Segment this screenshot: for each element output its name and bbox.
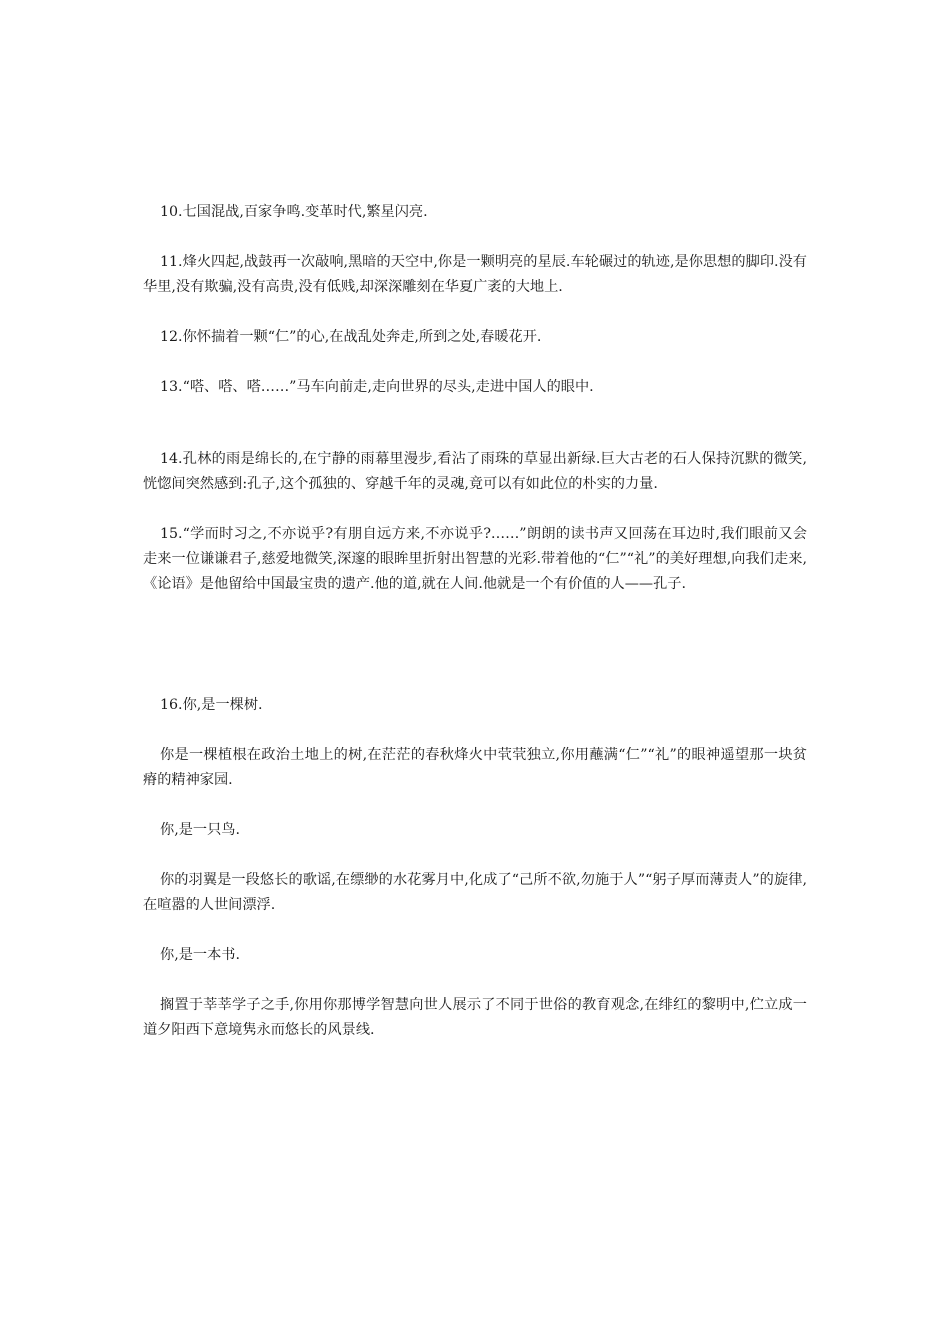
spacer bbox=[143, 918, 807, 943]
spacer bbox=[143, 793, 807, 818]
spacer bbox=[143, 350, 807, 375]
paragraph-15: 15.“学而时习之,不亦说乎?有朋自远方来,不亦说乎?……”朗朗的读书声又回荡在耳边时,我们眼前又会走来一位谦谦君子,慈爱地微笑,深邃的眼眸里折射出智慧的光彩.带着他的“仁”“礼”的美好理想,向我们走来,《论语》是他留给中国最宝贵的遗产.他的道,就在人间.他就是一个有价值的人——孔子. bbox=[143, 526, 807, 592]
spacer bbox=[143, 497, 807, 522]
paragraph-14: 14.孔林的雨是绵长的,在宁静的雨幕里漫步,看沾了雨珠的草显出新绿.巨大古老的石人保持沉默的微笑,恍惚间突然感到:孔子,这个孤独的、穿越千年的灵魂,竟可以有如此位的朴实的力量. bbox=[143, 451, 807, 492]
spacer bbox=[143, 718, 807, 743]
spacer bbox=[143, 968, 807, 993]
paragraph-16-book: 搁置于莘莘学子之手,你用你那博学智慧向世人展示了不同于世俗的教育观念,在绯红的黎明中,伫立成一道夕阳西下意境隽永而悠长的风景线. bbox=[143, 997, 807, 1038]
paragraph-16-tree: 你是一棵植根在政治土地上的树,在茫茫的春秋烽火中茕茕独立,你用蘸满“仁”“礼”的眼神遥望那一块贫瘠的精神家园. bbox=[143, 747, 807, 788]
paragraph-11: 11.烽火四起,战鼓再一次敲响,黑暗的天空中,你是一颗明亮的星辰.车轮碾过的轨迹,是你思想的脚印.没有华里,没有欺骗,没有高贵,没有低贱,却深深雕刻在华夏广袤的大地上. bbox=[143, 254, 807, 295]
spacer bbox=[143, 300, 807, 325]
spacer bbox=[143, 225, 807, 250]
paragraph-16-title: 16.你,是一棵树. bbox=[160, 697, 263, 713]
paragraph-16-bird: 你的羽翼是一段悠长的歌谣,在缥缈的水花雾月中,化成了“己所不欲,勿施于人”“躬子厚而薄责人”的旋律,在喧嚣的人世间漂浮. bbox=[143, 872, 807, 913]
paragraph-16-bird-title: 你,是一只鸟. bbox=[160, 822, 240, 838]
paragraph-12: 12.你怀揣着一颗“仁”的心,在战乱处奔走,所到之处,春暖花开. bbox=[160, 329, 542, 345]
paragraph-10: 10.七国混战,百家争鸣.变革时代,繁星闪亮. bbox=[160, 204, 428, 220]
document-body bbox=[143, 200, 807, 1043]
paragraph-16-book-title: 你,是一本书. bbox=[160, 947, 240, 963]
spacer bbox=[143, 597, 807, 693]
spacer bbox=[143, 400, 807, 447]
paragraph-13: 13.“嗒、嗒、嗒……”马车向前走,走向世界的尽头,走进中国人的眼中. bbox=[160, 379, 594, 395]
spacer bbox=[143, 843, 807, 868]
